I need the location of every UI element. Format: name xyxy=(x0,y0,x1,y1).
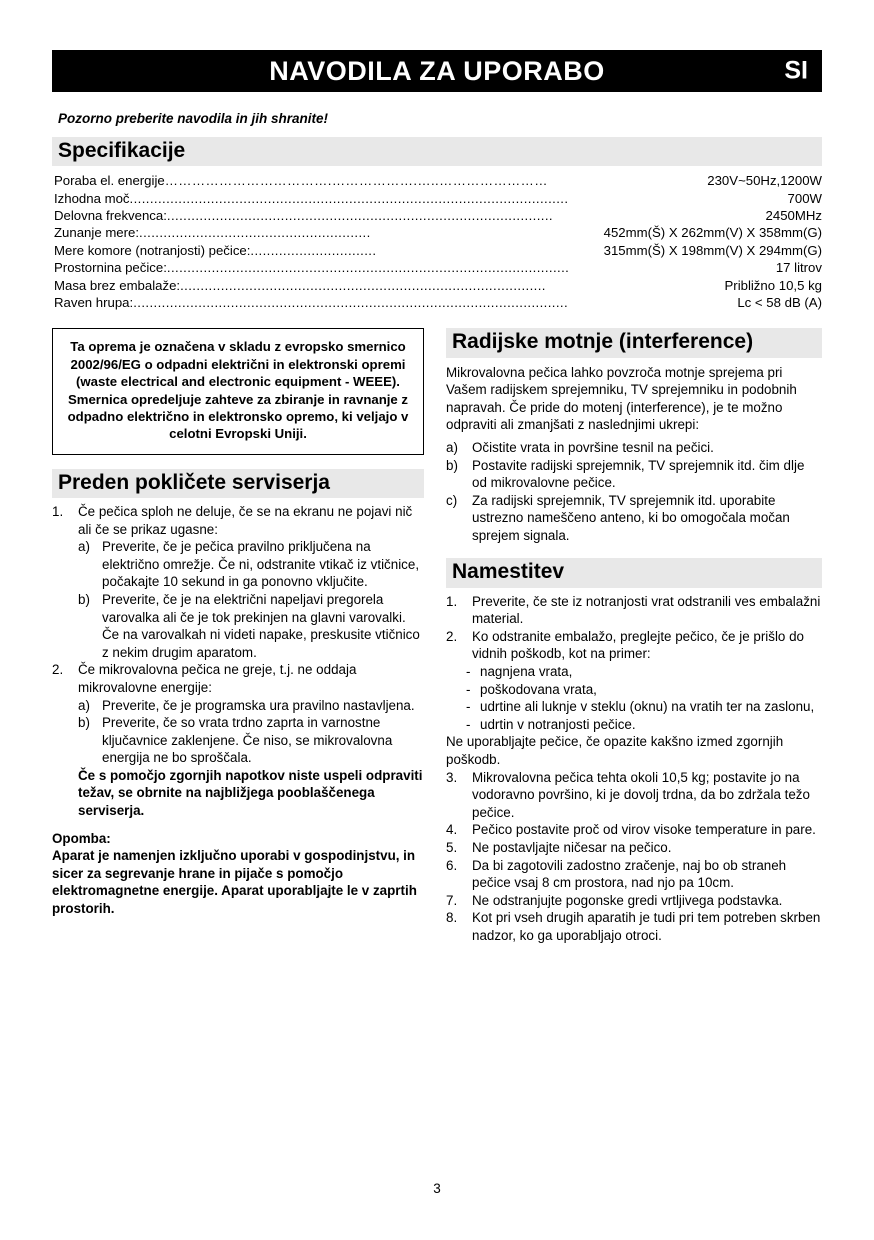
spec-value: 17 litrov xyxy=(775,260,822,276)
list-item xyxy=(78,538,424,591)
list-marker: - xyxy=(466,681,471,697)
list-text: Preverite, če je na električni napeljavi pregorela varovalka ali če je tok prekinjen na glavni varovalki. Če na varovalkah ni videti napake, preskusite vtičnico z nekim drugim aparatom. xyxy=(102,591,420,660)
list-item xyxy=(78,591,424,661)
list-text: Preverite, če je programska ura pravilno nastavljena. xyxy=(102,697,415,713)
list-text: Da bi zagotovili zadostno zračenje, naj bo ob straneh pečice vsaj 8 cm prostora, nad njo pa 10cm. xyxy=(472,857,787,891)
list-text: udrtine ali luknje v steklu (oknu) na vratih ter na zaslonu, xyxy=(480,699,815,715)
list-marker: 6. xyxy=(446,857,458,873)
section-heading-service xyxy=(52,469,424,498)
list-marker: 1. xyxy=(52,503,64,519)
read-instructions-notice: Pozorno preberite navodila in jih shranite! xyxy=(58,111,329,126)
damage-list xyxy=(446,663,822,769)
document-header xyxy=(52,50,822,92)
list-marker: - xyxy=(466,716,471,732)
list-item xyxy=(446,457,822,492)
list-item xyxy=(466,716,822,734)
spec-dots: ……………………………….……………….…..…………………… xyxy=(164,173,548,189)
spec-value: 315mm(Š) X 198mm(V) X 294mm(G) xyxy=(603,242,822,258)
list-item xyxy=(446,628,822,663)
spec-value: Približno 10,5 kg xyxy=(724,277,822,293)
list-marker: 2. xyxy=(52,662,64,678)
list-item xyxy=(466,698,822,716)
list-marker: 1. xyxy=(446,593,458,609)
list-marker: a) xyxy=(446,439,458,455)
spec-row xyxy=(54,277,822,294)
list-marker: - xyxy=(466,663,471,679)
list-marker: - xyxy=(466,699,471,715)
interference-title: Radijske motnje (interference) xyxy=(452,330,754,354)
spec-row xyxy=(54,172,822,189)
service-sublist xyxy=(78,538,424,661)
spec-label: Raven hrupa: xyxy=(54,294,134,310)
list-text: Za radijski sprejemnik, TV sprejemnik itd. uporabite ustrezno nameščeno anteno, ki bo omogočala močan sprejem signala. xyxy=(472,492,790,543)
list-text: Kot pri vseh drugih aparatih je tudi pri tem potreben skrben nadzor, ko ga uporabljajo otroci. xyxy=(472,910,821,943)
opomba-title: Opomba: xyxy=(52,830,111,846)
spec-dots: ......................................................... xyxy=(139,225,371,241)
opomba-block xyxy=(52,830,424,918)
damage-note: Ne uporabljajte pečice, če opazite kakšno izmed zgornjih poškodb. xyxy=(446,734,784,767)
list-text: Postavite radijski sprejemnik, TV sprejemnik itd. čim dlje od mikrovalovne pečice. xyxy=(472,457,805,491)
weee-notice-box xyxy=(52,328,424,454)
list-text: Če s pomočjo zgornjih napotkov niste uspeli odpraviti težav, se obrnite na najbližjega pooblaščenega serviserja. xyxy=(78,767,423,819)
spec-value: 230V~50Hz,1200W xyxy=(707,173,822,189)
list-item xyxy=(78,697,424,715)
right-column xyxy=(446,328,822,944)
interference-intro: Mikrovalovna pečica lahko povzroča motnje sprejema pri Vašem radijskem sprejemniku, TV sprejemniku in podobnih napravah. Če pride do motenj (interference), je te možno odpraviti ali zmanjšati z naslednjimi ukrepi: xyxy=(446,364,797,433)
spec-value: Lc < 58 dB (A) xyxy=(737,294,822,310)
spec-value: 452mm(Š) X 262mm(V) X 358mm(G) xyxy=(603,225,822,241)
list-marker: 2. xyxy=(446,628,458,644)
spec-dots: ................................................................................................... xyxy=(166,260,570,276)
list-item xyxy=(52,503,424,538)
list-item xyxy=(446,439,822,457)
list-text: nagnjena vrata, xyxy=(480,663,573,679)
spec-row xyxy=(54,259,822,276)
spec-label: Zunanje mere: xyxy=(54,225,140,241)
list-text: Ko odstranite embalažo, preglejte pečico, če je prišlo do vidnih poškodb, kot na primer: xyxy=(472,628,804,662)
list-item xyxy=(78,714,424,767)
language-code: SI xyxy=(784,56,808,85)
list-item xyxy=(52,661,424,696)
spec-row xyxy=(54,190,822,207)
spec-value: 2450MHz xyxy=(765,207,822,223)
service-title: Preden pokličete serviserja xyxy=(58,470,330,494)
list-item xyxy=(446,909,822,944)
list-text: Preverite, če je pečica pravilno priključena na električno omrežje. Če ni, odstranite vtikač iz vtičnice, počakajte 10 sekund in ga ponovno vključite. xyxy=(102,539,420,590)
page-number: 3 xyxy=(433,1181,441,1196)
list-item xyxy=(466,681,822,699)
service-sublist xyxy=(78,697,424,820)
spec-label: Mere komore (notranjosti) pečice: xyxy=(54,242,251,258)
left-column xyxy=(52,328,424,944)
list-text: Pečico postavite proč od virov visoke temperature in pare. xyxy=(472,822,816,838)
spec-dots: ............................................................................................................ xyxy=(129,190,569,206)
list-text: Če pečica sploh ne deluje, če se na ekranu ne pojavi nič ali če se prikaz ugasne: xyxy=(78,503,413,537)
list-text: Ne odstranjujte pogonske gredi vrtljivega podstavka. xyxy=(472,892,783,908)
list-item xyxy=(446,892,822,910)
two-column-body xyxy=(52,328,822,944)
spec-label: Masa brez embalaže: xyxy=(54,277,181,293)
spec-value: 700W xyxy=(787,190,822,206)
opomba-text: Aparat je namenjen izključno uporabi v gospodinjstvu, in sicer za segrevanje hrane in pijače s pomočjo elektromagnetne energije. Aparat uporabljajte le v zaprtih prostorih. xyxy=(52,848,417,917)
list-text: Ne postavljajte ničesar na pečico. xyxy=(472,839,672,855)
spec-row xyxy=(54,242,822,259)
list-item xyxy=(446,492,822,545)
weee-notice-text: Ta oprema je označena v skladu z evropsko smernico 2002/96/EG o odpadni električni in elektronski opremi (waste electrical and electronic equipment - WEEE). Smernica opredeljuje zahteve za zbiranje in ravnanje z odpadno električno in elektronsko opremo, ki veljajo v celotni Evropski Uniji. xyxy=(67,339,409,442)
list-item xyxy=(446,593,822,628)
section-heading-installation xyxy=(446,558,822,587)
specifications-list xyxy=(54,172,822,311)
list-text: Očistite vrata in površine tesnil na pečici. xyxy=(472,439,714,455)
specifications-title: Specifikacije xyxy=(58,139,186,162)
list-marker: 5. xyxy=(446,839,458,855)
page-content xyxy=(52,50,822,944)
list-marker: a) xyxy=(78,539,90,555)
list-marker: 7. xyxy=(446,892,458,908)
list-marker: b) xyxy=(446,457,458,473)
spec-label: Poraba el. energije xyxy=(54,173,165,189)
spec-label: Prostornina pečice: xyxy=(54,260,167,276)
section-heading-specifications xyxy=(52,137,822,166)
list-marker: b) xyxy=(78,591,90,607)
list-marker: c) xyxy=(446,492,458,508)
list-text: Če mikrovalovna pečica ne greje, t.j. ne oddaja mikrovalovne energije: xyxy=(78,662,357,695)
list-marker: 8. xyxy=(446,910,458,926)
spec-dots: ............................... xyxy=(250,242,377,258)
list-text: Preverite, če so vrata trdno zaprta in varnostne ključavnice zaklenjene. Če niso, se mikrovalovna energija ne bo sproščala. xyxy=(102,715,393,766)
spec-row xyxy=(54,207,822,224)
list-text: Mikrovalovna pečica tehta okoli 10,5 kg; postavite jo na vodoravno površino, ki je dovolj trdna, da bo zdržala težo pečice. xyxy=(472,769,810,820)
list-text: Preverite, če ste iz notranjosti vrat odstranili ves embalažni material. xyxy=(472,593,821,627)
installation-list xyxy=(446,593,822,945)
interference-list xyxy=(446,439,822,545)
spec-label: Delovna frekvenca: xyxy=(54,207,167,223)
list-marker: 3. xyxy=(446,769,458,785)
spec-row xyxy=(54,224,822,241)
page-title: NAVODILA ZA UPORABO xyxy=(269,55,605,86)
list-item xyxy=(446,857,822,892)
column-gap xyxy=(424,328,446,944)
list-item xyxy=(446,769,822,822)
list-marker: b) xyxy=(78,715,90,731)
service-closing-note xyxy=(78,767,424,820)
spec-row xyxy=(54,294,822,311)
spec-dots: ............................................................................................... xyxy=(166,207,553,223)
spec-dots: ........................................................................................................... xyxy=(133,294,569,310)
list-item xyxy=(466,663,822,681)
list-item xyxy=(446,821,822,839)
list-marker: a) xyxy=(78,697,90,713)
list-item xyxy=(446,839,822,857)
section-heading-interference xyxy=(446,328,822,357)
list-text: poškodovana vrata, xyxy=(480,681,597,697)
list-text: udrtin v notranjosti pečice. xyxy=(480,716,636,732)
list-marker: 4. xyxy=(446,822,458,838)
spec-label: Izhodna moč xyxy=(54,190,130,206)
service-list xyxy=(52,503,424,820)
installation-title: Namestitev xyxy=(452,560,565,584)
spec-dots: .......................................................................................... xyxy=(180,277,546,293)
